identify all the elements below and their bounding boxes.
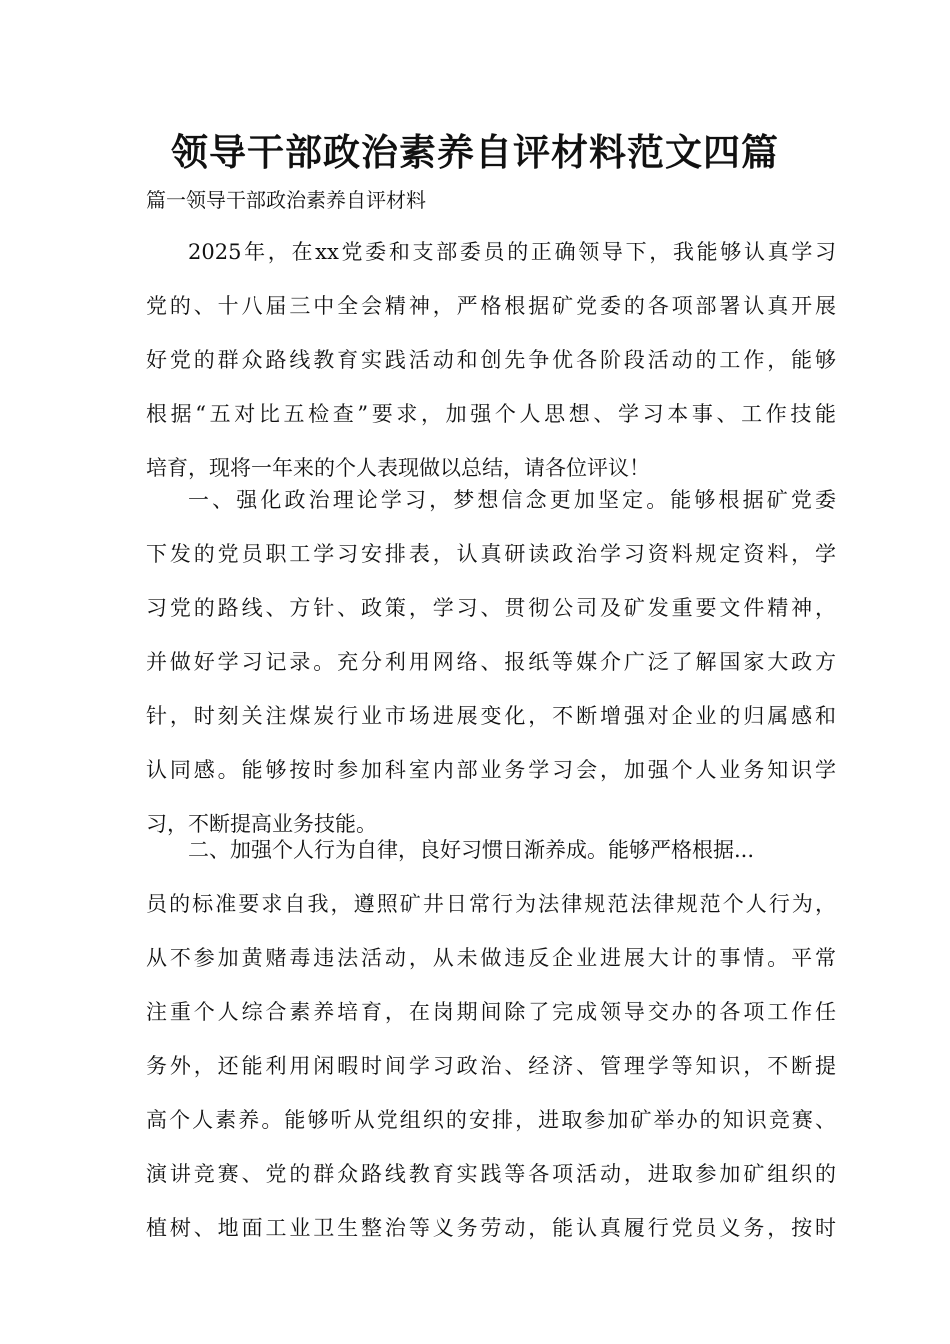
- paragraph-line: 2025年，在xx党委和支部委员的正确领导下，我能够认真学习: [188, 240, 836, 264]
- paragraph-line: 演讲竞赛、党的群众路线教育实践等各项活动，进取参加矿组织的: [146, 1162, 836, 1186]
- paragraph-line: 从不参加黄赌毒违法活动，从未做违反企业进展大计的事情。平常: [146, 946, 836, 970]
- paragraph-line: 培育，现将一年来的个人表现做以总结，请各位评议！: [146, 456, 650, 480]
- paragraph-line: 一、强化政治理论学习，梦想信念更加坚定。能够根据矿党委: [188, 488, 836, 512]
- paragraph-line: 针，时刻关注煤炭行业市场进展变化，不断增强对企业的归属感和: [146, 704, 836, 728]
- paragraph-line: 好党的群众路线教育实践活动和创先争优各阶段活动的工作，能够: [146, 348, 836, 372]
- paragraph-3: [146, 823, 836, 1255]
- paragraph-line: 二、加强个人行为自律，良好习惯日渐养成。能够严格根据...: [188, 838, 755, 862]
- paragraph-line: 员的标准要求自我，遵照矿井日常行为法律规范法律规范个人行为，: [146, 892, 836, 916]
- paragraph-line: 习党的路线、方针、政策，学习、贯彻公司及矿发重要文件精神，: [146, 596, 836, 620]
- paragraph-line: 下发的党员职工学习安排表，认真研读政治学习资料规定资料，学: [146, 542, 836, 566]
- paragraph-line: 注重个人综合素养培育，在岗期间除了完成领导交办的各项工作任: [146, 1000, 836, 1024]
- document-title: 领导干部政治素养自评材料范文四篇: [171, 131, 779, 174]
- paragraph-line: 植树、地面工业卫生整治等义务劳动，能认真履行党员义务，按时: [146, 1216, 836, 1240]
- paragraph-line: 党的、十八届三中全会精神，严格根据矿党委的各项部署认真开展: [146, 294, 836, 318]
- paragraph-line: 根据“五对比五检查”要求，加强个人思想、学习本事、工作技能: [146, 402, 836, 426]
- paragraph-2: [146, 473, 836, 851]
- paragraph-line: 务外，还能利用闲暇时间学习政治、经济、管理学等知识，不断提: [146, 1054, 836, 1078]
- paragraph-line: 并做好学习记录。充分利用网络、报纸等媒介广泛了解国家大政方: [146, 650, 836, 674]
- paragraph-line: 高个人素养。能够听从党组织的安排，进取参加矿举办的知识竞赛、: [146, 1108, 836, 1132]
- paragraph-line: 习，不断提高业务技能。: [146, 812, 377, 836]
- paragraph-1: [146, 225, 836, 495]
- section-subtitle: 篇一领导干部政治素养自评材料: [146, 188, 426, 212]
- paragraph-line: 认同感。能够按时参加科室内部业务学习会，加强个人业务知识学: [146, 758, 836, 782]
